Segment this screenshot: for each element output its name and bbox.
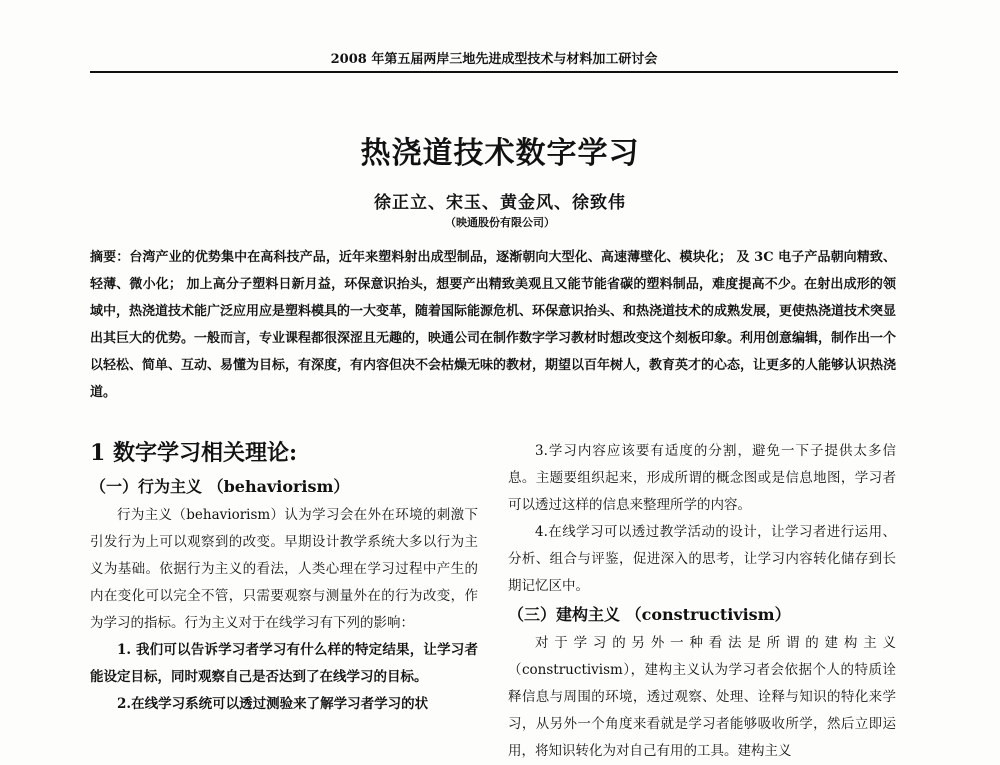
right-column <box>508 438 896 765</box>
list-item: 4.在线学习可以透过教学活动的设计，让学习者进行运用、分析、组合与评鉴，促进深入的思考，让学习内容转化储存到长期记忆区中。 <box>508 524 896 594</box>
paragraph: 对于学习的另外一种看法是所谓的建构主义（constructivism），建构主义认为学习者会依据个人的特质诠释信息与周围的环境，透过观察、处理、诠释与知识的特化来学习，从另外一个角度来看就是学习者能够吸收所学，然后立即运用，将知识转化为对自己有用的工具。建构主义 <box>508 635 896 759</box>
list-item: 1. 我们可以告诉学习者学习有什么样的特定结果，让学习者能设定目标，同时观察自己是否达到了在线学习的目标。 <box>90 642 478 685</box>
subsection-heading-behaviorism: （一）行为主义 （behaviorism） <box>90 477 350 496</box>
paper-title: 热浇道技术数字学习 <box>360 136 640 171</box>
section-heading: 1 数字学习相关理论: <box>90 440 298 466</box>
list-item: 3.学习内容应该要有适度的分割，避免一下子提供太多信息。主题要组织起来，形成所谓的概念图或是信息地图，学习者可以透过这样的信息来整理所学的内容。 <box>508 443 896 513</box>
left-column <box>90 436 478 718</box>
author-list: 徐正立、宋玉、黄金风、徐致伟 <box>374 193 626 213</box>
subsection-heading-constructivism: （三）建构主义 （constructivism） <box>508 605 791 624</box>
running-header: 2008 年第五届两岸三地先进成型技术与材料加工研讨会 <box>90 48 898 73</box>
abstract <box>90 244 896 406</box>
paragraph: 行为主义（behaviorism）认为学习会在外在环境的刺激下引发行为上可以观察到的改变。早期设计教学系统大多以行为主义为基础。依据行为主义的看法，人类心理在学习过程中产生的内在变化可以完全不管，只需要观察与测量外在的行为改变，作为学习的指标。行为主义对于在线学习有下列的影响： <box>90 507 478 631</box>
abstract-label: 摘要： <box>90 250 130 265</box>
affiliation: （映通股份有限公司） <box>445 216 555 229</box>
abstract-text: 台湾产业的优势集中在高科技产品，近年来塑料射出成型制品，逐渐朝向大型化、高速薄壁化、模块化； 及 3C 电子产品朝向精致、轻薄、微小化； 加上高分子塑料日新月益，环保意识抬头，想要产出精致美观且又能节能省碳的塑料制品，难度提高不少。在射出成形的领域中，热浇道技术能广泛应用应是塑料模具的一大变革，随着国际能源危机、环保意识抬头、和热浇道技术的成熟发展，更使热浇道技术突显出其巨大的优势。一般而言，专业课程都很深涩且无趣的，映通公司在制作数字学习教材时想改变这个刻板印象。利用创意编辑，制作出一个以轻松、简单、互动、易懂为目标，有深度，有内容但决不会枯燥无味的教材，期望以百年树人，教育英才的心态，让更多的人能够认识热浇道。 <box>90 250 897 400</box>
list-item: 2.在线学习系统可以透过测验来了解学习者学习的状 <box>117 696 429 712</box>
